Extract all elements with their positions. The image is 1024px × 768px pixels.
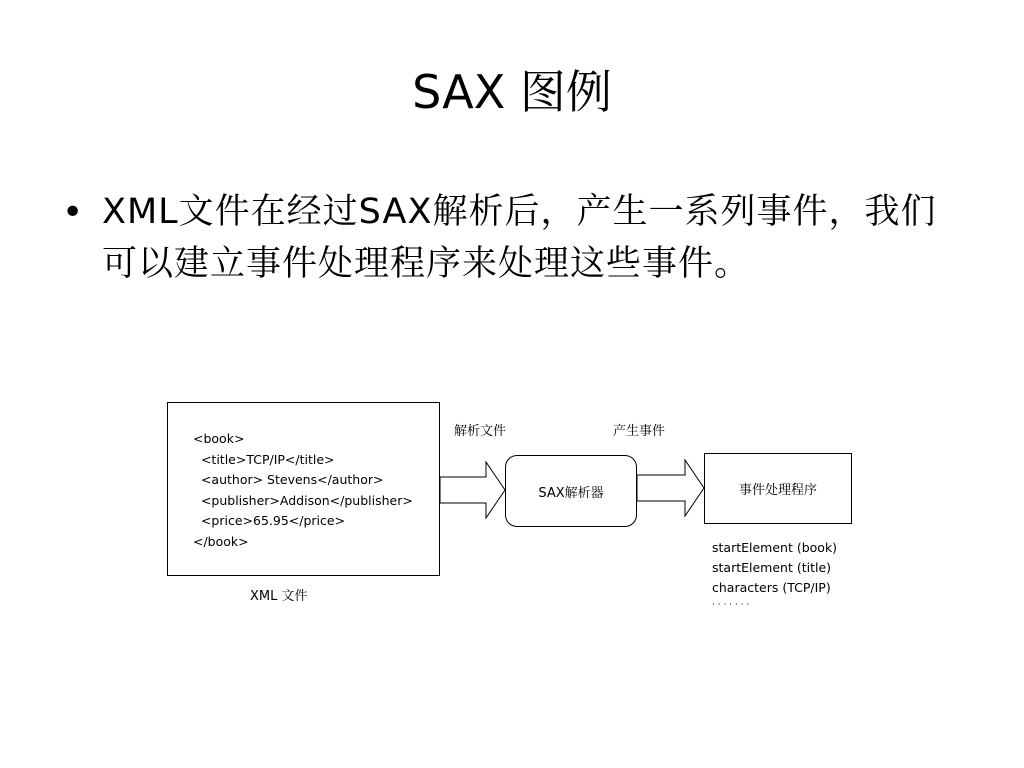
event-item: · · · · · · · xyxy=(712,600,750,610)
event-handler-box xyxy=(704,453,852,524)
events-list xyxy=(712,538,837,612)
bullet-dot: • xyxy=(62,192,84,233)
sax-parser-box xyxy=(505,455,637,527)
arrow-parser-to-handler xyxy=(637,460,704,516)
xml-line: <book> xyxy=(193,431,245,446)
xml-line: <title>TCP/IP</title> xyxy=(193,451,335,467)
slide-title: SAX 图例 xyxy=(412,65,612,119)
xml-caption: XML 文件 xyxy=(250,589,308,604)
xml-line: <publisher>Addison</publisher> xyxy=(193,492,413,508)
parser-label: SAX解析器 xyxy=(538,485,604,501)
arrow1-label: 解析文件 xyxy=(454,424,507,439)
xml-document-box xyxy=(167,402,440,576)
xml-line: <author> Stevens</author> xyxy=(193,472,384,487)
bullet-item xyxy=(62,186,962,290)
arrow-xml-to-parser xyxy=(440,462,505,518)
event-item: characters (TCP/IP) xyxy=(712,580,831,595)
event-item: startElement (title) xyxy=(712,560,832,575)
xml-code xyxy=(193,429,413,552)
arrow2-label: 产生事件 xyxy=(613,424,666,439)
xml-line: </book> xyxy=(193,533,249,549)
bullet-text: XML文件在经过SAX解析后，产生一系列事件，我们可以建立事件处理程序来处理这些事件。 xyxy=(102,192,937,284)
handler-label: 事件处理程序 xyxy=(738,483,817,498)
xml-line: <price>65.95</price> xyxy=(193,513,346,528)
event-item: startElement (book) xyxy=(712,540,838,555)
